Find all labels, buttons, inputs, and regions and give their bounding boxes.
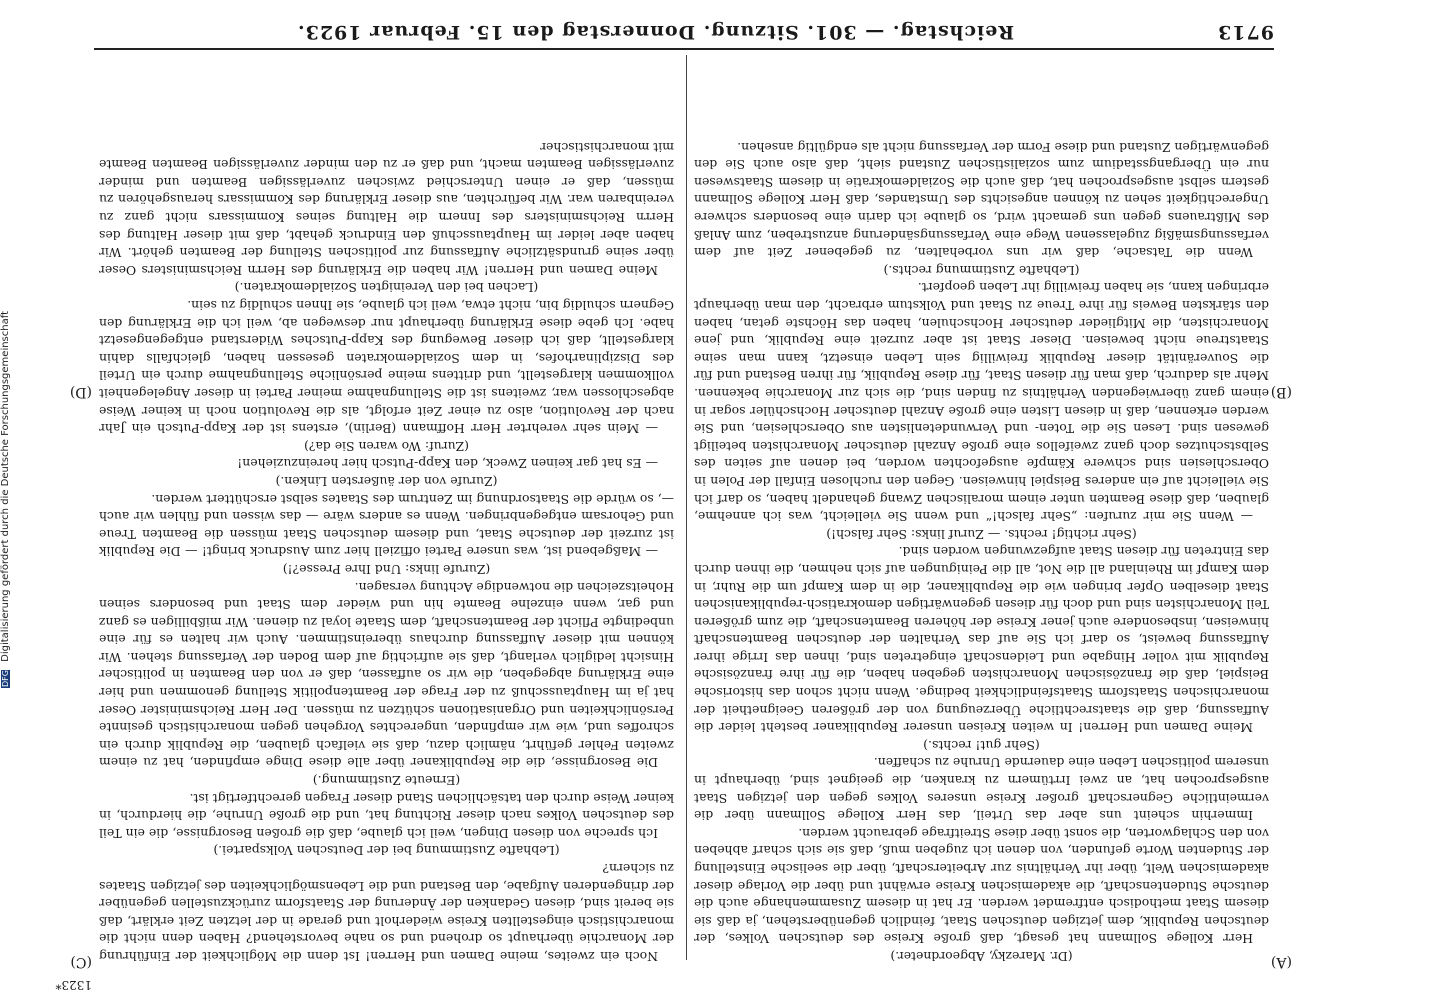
paragraph: (Lebhafte Zustimmung rechts.) (883, 262, 1080, 278)
paragraph: Ich spreche von diesen Dingen, weil ich glaube, daß die großen Besorgnisse, die ein Teil des deutschen Volkes nach dieser Richtung hat, und die große Unruhe, die hierdurch, in keiner Weise durch den tatsächlichen Stand dieser Fragen gerechtfertigt ist. (99, 790, 674, 841)
dfg-logo: DFG (1, 670, 10, 688)
paragraph: Immerhin scheint uns aber das Urteil, das Herr Kollege Sollmann über die vermeintliche Gegnerschaft großer Kreise unseres Volkes gegen den jetzigen Staat ausgesprochen hat, an zwei Irrtümern zu kranken, die geeignet sind, überhaupt in unserem politischen Leben eine dauernde Unruhe zu schaffen. (694, 755, 1269, 824)
margin-letter-a: (A) (1270, 954, 1292, 970)
margin-letter-b: (B) (1270, 384, 1292, 400)
paragraph: (Dr. Marezky, Abgeordneter.) (890, 949, 1073, 964)
page-number: 9713 (1217, 21, 1274, 43)
left-column (694, 55, 1269, 965)
paragraph: — Mein sehr verehrter Herr Hoffmann (Berlin), erstens ist der Kapp-Putsch ein Jahr nach der Revolution, also zu einer Zeit erfolgt, als die Revolution noch in keiner Weise abgeschlossen war, zweitens ist die Stellungnahme meiner Partei in dieser Angelegenheit vollkommen klargestellt, und drittens meine persönliche Stellungnahme durch ein Urteil des Disziplinarhofes, in dem Sozialdemokraten gesessen haben, gleichfalls dahin klargestellt, daß ich dieser Bewegung des Kapp-Putsches Widerstand entgegengesetzt habe. Ich gebe diese Erklärung überhaupt nur deswegen ab, weil ich die Erklärung den Gegnern schuldig bin, nicht etwa, weil ich glaube, sie Ihnen schuldig zu sein. (99, 298, 674, 437)
column-divider (686, 55, 687, 960)
paragraph: (Sehr richtig! rechts. — Zuruf links: Sehr falsch!) (826, 526, 1137, 542)
paragraph: (Zuruf: Wo waren Sie da?) (304, 438, 470, 454)
header-rule (94, 48, 1274, 50)
paragraph: (Lebhafte Zustimmung bei der Deutschen Volkspartei.) (213, 843, 560, 859)
paragraph: (Zurufe links: Und Ihre Presse?!) (282, 561, 491, 577)
paragraph: (Erneute Zustimmung.) (312, 773, 461, 789)
paragraph: Meine Damen und Herren! In weiten Kreisen unserer Republikaner besteht leider die Auffassung, daß die staatsrechtliche Überzeugung von der größeren Geeignetheit der monarchischen Staatsform Staatsfeindlichkeit bedinge. Wenn nicht schon das historische Beispiel, daß die französischen Monarchisten gegeben haben, die für ihre französische Republik mit voller Hingabe und Leidenschaft eingetreten sind, ihnen das Irrige ihrer Auffassung beweist, so darf ich Sie auf das Verhalten der deutschen Beamtenschaft hinweisen, insbesondere auch jener Kreise der höheren Beamtenschaft, die zum größeren Teil Monarchisten sind und doch für diesen gegenwärtigen demokratisch-republikanischen Staat dieselben Opfer bringen wie die Republikaner, die in dem Kampf um die Ruhr, in dem Kampf im Rheinland all die Not, all die Peinigungen auf sich nehmen, die ihnen durch das Eintreten für diesen Staat aufgezwungen worden sind. (694, 544, 1269, 736)
page-title: Reichstag. — 301. Sitzung. Donnerstag den 15. Februar 1923. (297, 21, 1015, 43)
side-note (0, 20, 14, 980)
margin-letter-d: (D) (69, 384, 92, 400)
paragraph: — Es hat gar keinen Zweck, den Kapp-Putsch hier hereinzuziehen! (237, 456, 658, 472)
margin-letter-c: (C) (70, 954, 92, 970)
paragraph: — Maßgebend ist, was unsere Partei offiziell hier zum Ausdruck bringt! — Die Republik ist zurzeit der deutsche Staat, und diesem deutschen Staat müssen die Beamten Treue und Gehorsam entgegenbringen. Wenn es anders wäre — das wissen und fühlen wir auch —, so würde die Staatsordnung im Zentrum des Staates selbst erschüttert werden. (99, 491, 674, 560)
paragraph: (Zurufe von der äußersten Linken.) (275, 473, 498, 489)
side-note-text: Digitalisierung gefördert durch die Deutsche Forschungsgemeinschaft (0, 311, 11, 663)
paragraph: Die Besorgnisse, die die Republikaner über alle diese Dinge empfinden, hat zu einem zweiten Fehler geführt, nämlich dazu, daß sie vielfach glauben, die Republik durch ein schroffes und, wie wir empfinden, ungerechtes Vorgehen gegen monarchistisch gesinnte Persönlichkeiten und Organisationen schützen zu müssen. Der Herr Reichsminister Oeser hat ja im Hauptausschuß zu der Frage der Beamtenpolitik Stellung genommen und hier eine Erklärung abgegeben, die wir so auffassen, daß er von den Beamten in politischer Hinsicht lediglich verlangt, daß sie aufrichtig auf dem Boden der Verfassung stehen. Wir können mit dieser Auffassung durchaus übereinstimmen. Auch wir halten es für eine unbedingte Pflicht der Beamtenschaft, dem Staate loyal zu dienen. Wir mißbilligen es ganz und gar, wenn einzelne Beamte hin und wieder dem Staat und besonders seinen Hoheitszeichen die notwendige Achtung versagen. (99, 579, 674, 771)
paragraph: Meine Damen und Herren! Wir haben die Erklärung des Herrn Reichsministers Oeser über seine grundsätzliche Auffassung zur politischen Stellung der Beamten gehört. Wir haben aber leider im Hauptausschuß den Eindruck gehabt, daß mit dieser Haltung des Herrn Reichsministers des Innern die Haltung seines Kommissars nicht ganz zu vereinbaren war. Wir befürchten, aus dieser Erklärung des Kommissars herausgehören zu müssen, daß er einen Unterschied zwischen zuverlässigen Beamten und minder zuverlässigen Beamten macht, und daß er zu den minder zuverlässigen Beamten Beamte mit monarchistischer (99, 139, 674, 278)
right-column (99, 55, 674, 965)
paragraph: Wenn die Tatsache, daß wir uns vorbehalten, zu gegebener Zeit auf dem verfassungsmäßig zugelassenen Wege eine Verfassungsänderung anzustreben, zum Anlaß des Mißtrauens gegen uns gemacht wird, so glaube ich darin eine besonders schwere Ungerechtigkeit sehen zu können angesichts des Umstandes, daß Herr Kollege Sollmann gestern selbst ausgesprochen hat, daß auch die Sozialdemokratie in diesem Staatswesen nur ein Übergangsstadium zum sozialistischen Zustand sieht, daß also auch Sie den gegenwärtigen Zustand und diese Form der Verfassung nicht als endgültig ansehen. (694, 139, 1269, 261)
paragraph: (Lachen bei den Vereinigten Sozialdemokraten.) (234, 280, 539, 296)
paragraph: — Wenn Sie mir zurufen: „Sehr falsch!“ und wenn Sie vielleicht, was ich annehme, glauben, daß diese Beamten unter einem moralischen Zwang gehandelt haben, so darf ich Sie vielleicht auf ein anderes Beispiel hinweisen. Gegen den ruchlosen Einfall der Polen in Oberschlesien sind schwere Kämpfe ausgefochten worden, bei denen auf seiten des Selbstschutzes doch ganz zweifellos eine große Anzahl deutscher Monarchisten beteiligt gewesen sind. Lesen Sie die Toten- und Verwundetenlisten aus Oberschlesien, und Sie werden erkennen, daß in diesen Listen eine große Anzahl deutscher Hochschüler sogar in einem ganz überwiegenden Verhältnis zu finden sind, die sich zur Monarchie bekennen. Mehr als dadurch, daß man für diesen Staat, für diese Republik, für ihren Bestand und für die Souveränität dieser Republik freiwillig sein Leben einsetzt, kann man seine Staatstreue nicht beweisen. Dieser Staat ist aber zurzeit eine Republik, und jene Monarchisten, die Mitglieder deutscher Hochschulen, haben das Höchste getan, haben den stärksten Beweis für ihre Treue zu Staat und Volkstum erbracht, den man überhaupt erbringen kann, sie haben freiwillig ihr Leben geopfert. (694, 280, 1269, 525)
paragraph: Herr Kollege Sollmann hat gesagt, daß große Kreise des deutschen Volkes, der deutschen Republik, dem jetzigen deutschen Staat, feindlich gegenüberstehen, ja daß sie diesem Staat methodisch entfremdet werden. Er hat in diesem Zusammenhange auch die deutsche Studentenschaft, die akademischen Kreise erwähnt und über die Vorlage dieser akademischen Welt, über ihr Verhältnis zur Arbeiterschaft, über die seelische Einstellung der Studenten Worte gefunden, von denen ich zugeben muß, daß sie sich scharf abheben von den Schlagworten, die sonst über diese Streitfrage gebraucht werden. (694, 825, 1269, 947)
paragraph: (Sehr gut! rechts.) (923, 737, 1040, 753)
sheet-number: 1323* (55, 978, 92, 992)
paragraph: Noch ein zweites, meine Damen und Herren! Ist denn die Möglichkeit der Einführung der Monarchie überhaupt so drohend und so nahe bevorstehend? Haben denn nicht die monarchistisch eingestellten Kreise wiederholt und gerade in der letzten Zeit erklärt, daß sie bereit sind, diesen Gedanken der Änderung der Staatsform zurückzustellen gegenüber der dringenderen Aufgabe, den Bestand und die Lebensmöglichkeiten des jetzigen Staates zu sichern? (99, 861, 674, 964)
page-header (94, 19, 1274, 45)
